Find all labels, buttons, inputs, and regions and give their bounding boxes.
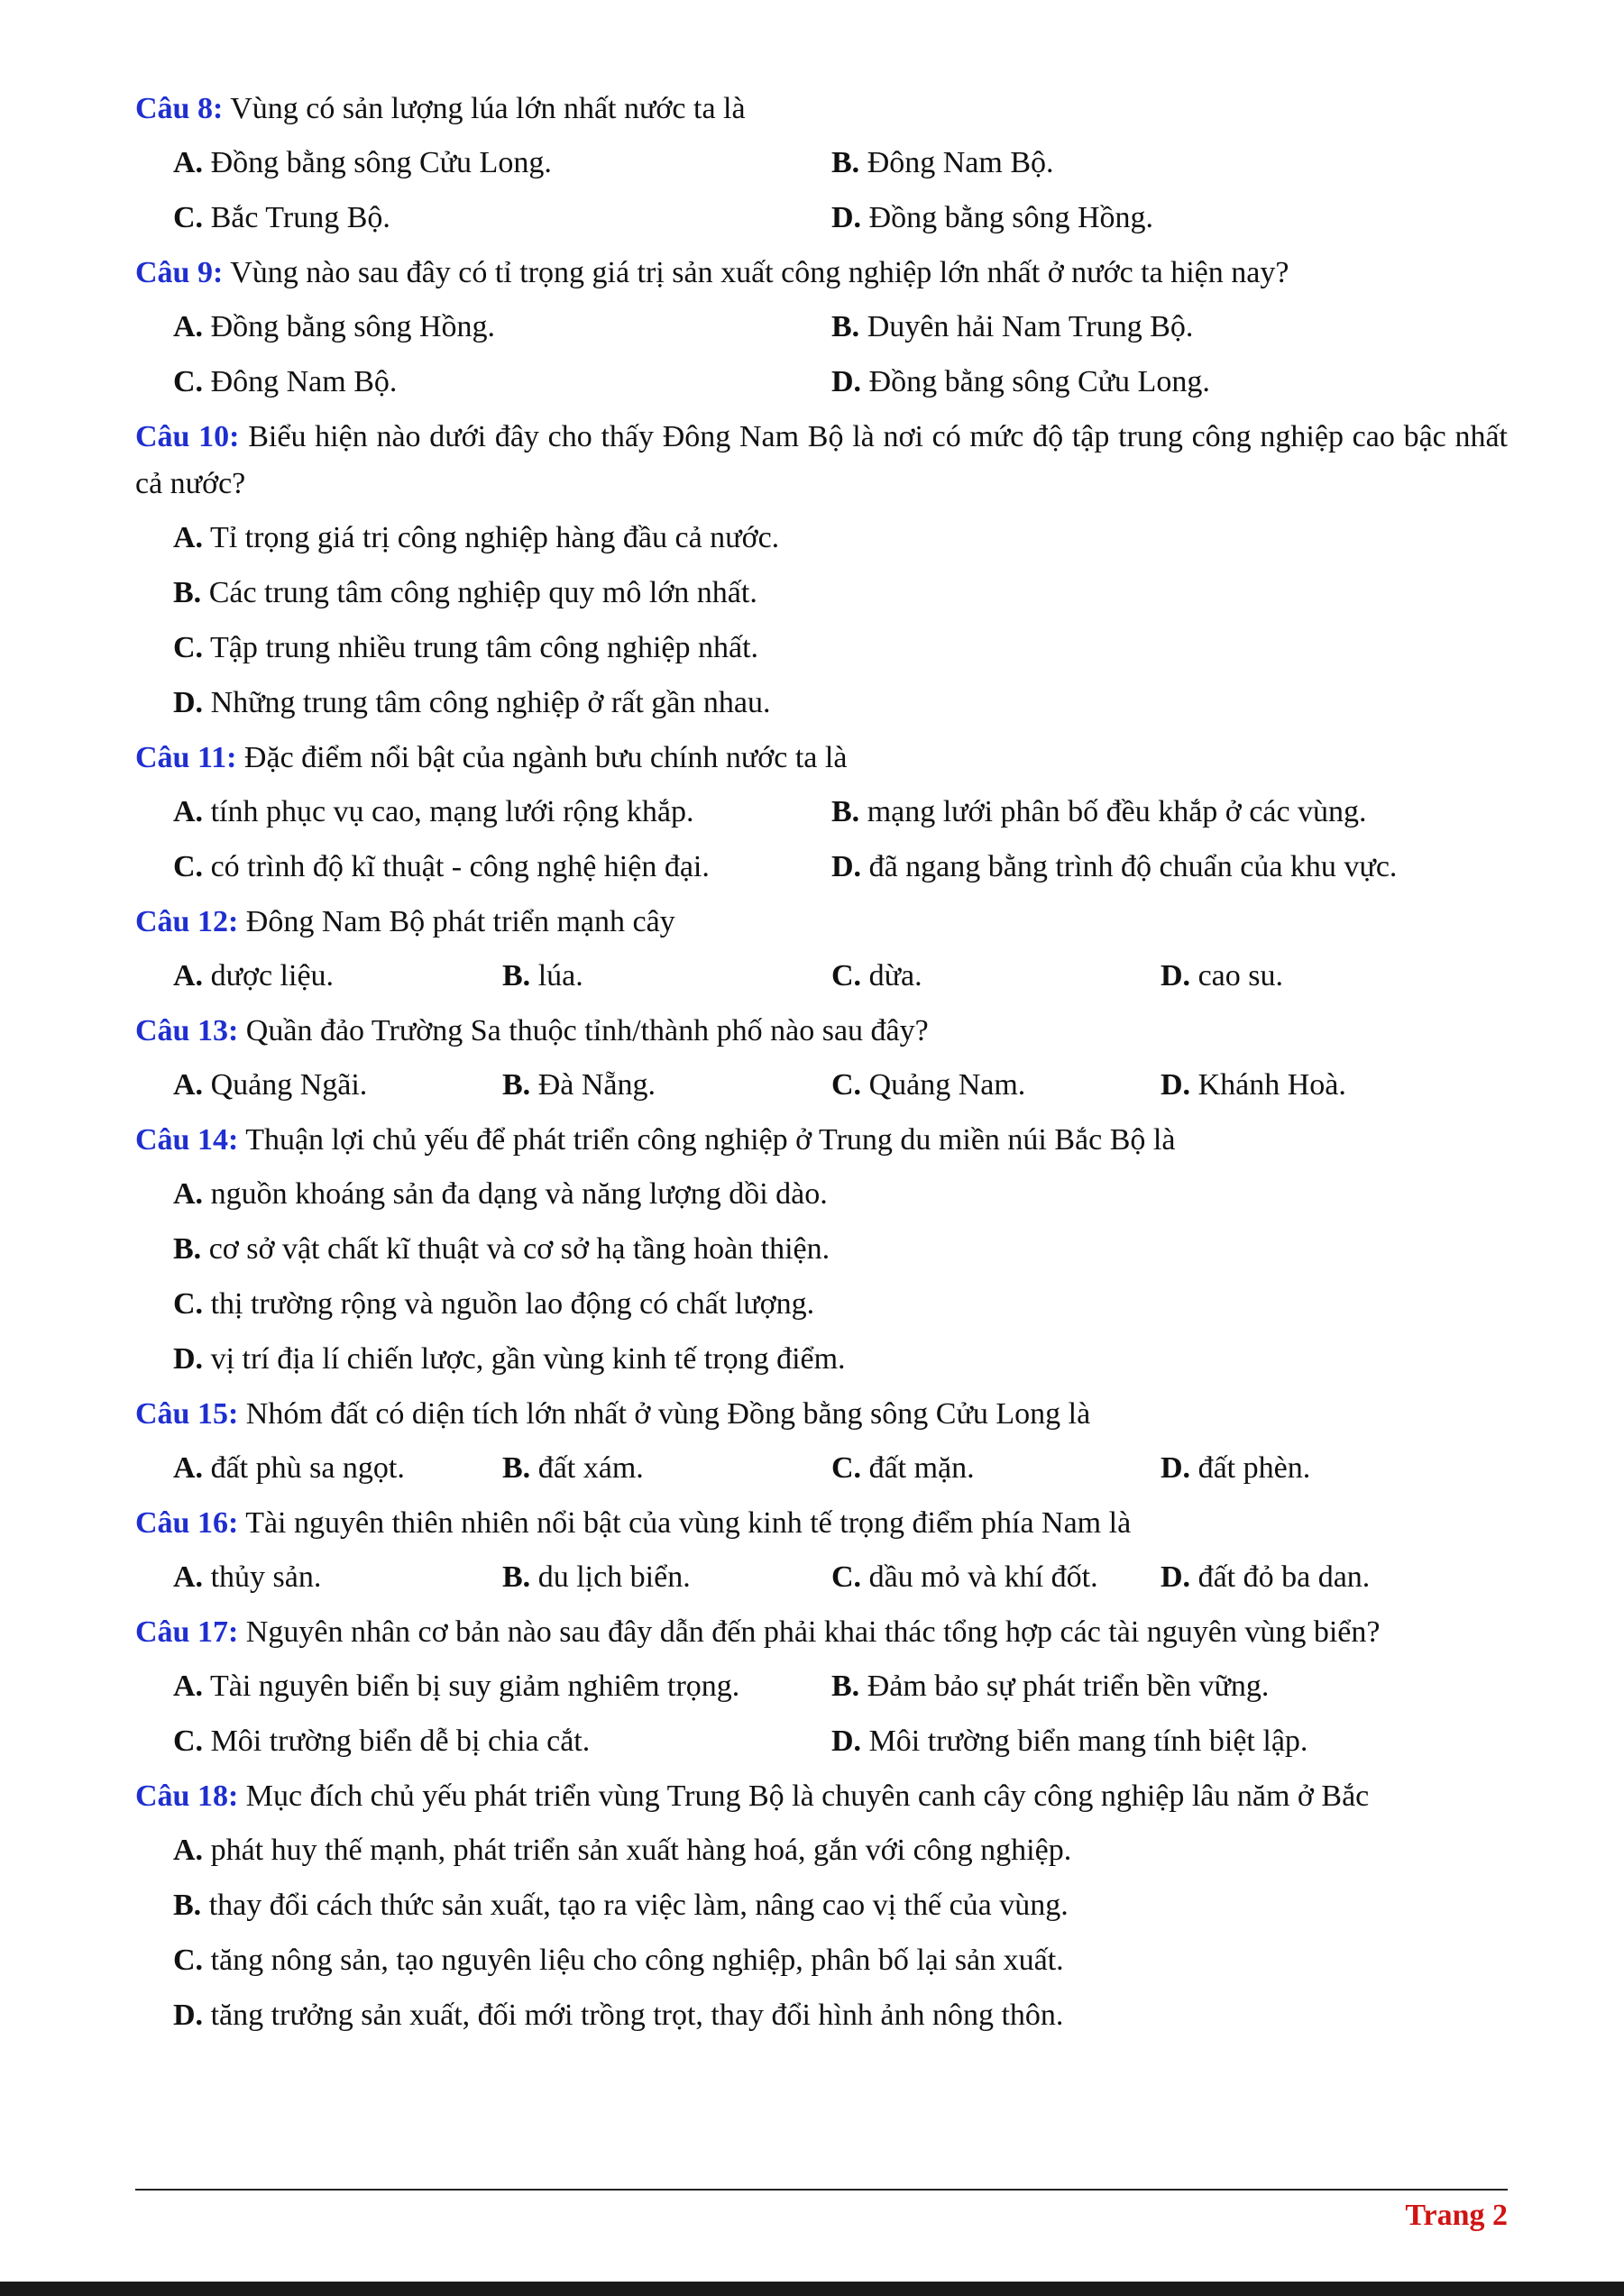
option-text: Môi trường biển dễ bị chia cắt. (210, 1724, 591, 1758)
answer-row (173, 304, 1508, 351)
answer-options (135, 789, 1508, 891)
answer-options (135, 140, 1508, 242)
option-text: đất đỏ ba dan. (1197, 1560, 1371, 1594)
answer-option (173, 1937, 1508, 1984)
answer-option (502, 1062, 831, 1109)
option-text: Duyên hải Nam Trung Bộ. (867, 310, 1194, 343)
option-letter: A. (173, 310, 204, 343)
answer-option (173, 1226, 1508, 1273)
answer-row (173, 844, 1508, 891)
answer-row (173, 1226, 1508, 1273)
option-text: có trình độ kĩ thuật - công nghệ hiện đại. (210, 850, 710, 883)
option-text: Tập trung nhiều trung tâm công nghiệp nhất. (209, 631, 759, 664)
answer-row (173, 1992, 1508, 2039)
question-number: Câu 16: (135, 1506, 239, 1540)
option-letter: B. (173, 1889, 202, 1922)
question-number: Câu 9: (135, 256, 224, 289)
answer-row (173, 1281, 1508, 1328)
question-block (135, 1609, 1508, 1765)
option-text: Đảm bảo sự phát triển bền vững. (867, 1669, 1270, 1703)
answer-row (173, 680, 1508, 727)
answer-option (1161, 1554, 1490, 1601)
option-letter: A. (173, 795, 204, 828)
option-letter: D. (173, 1342, 204, 1376)
question-block (135, 1391, 1508, 1492)
question-stem (135, 86, 1508, 133)
question-stem (135, 1773, 1508, 1820)
answer-option (173, 680, 1508, 727)
answer-option (173, 1663, 831, 1710)
option-text: Quảng Ngãi. (210, 1068, 368, 1102)
option-text: Đà Nẵng. (537, 1068, 656, 1102)
option-letter: D. (173, 1999, 204, 2032)
answer-row (173, 1882, 1508, 1929)
option-text: mạng lưới phân bố đều khắp ở các vùng. (867, 795, 1367, 828)
option-letter: D. (173, 686, 204, 719)
option-text: thủy sản. (210, 1560, 322, 1594)
option-letter: D. (1161, 1451, 1191, 1485)
answer-row (173, 789, 1508, 836)
question-block (135, 414, 1508, 727)
answer-options (135, 1827, 1508, 2039)
option-letter: C. (173, 631, 204, 664)
answer-option (173, 359, 831, 406)
question-stem (135, 1117, 1508, 1164)
option-letter: C. (831, 1068, 862, 1102)
question-stem (135, 414, 1508, 508)
answer-option (173, 1281, 1508, 1328)
answer-option (1161, 1062, 1490, 1109)
question-stem (135, 1391, 1508, 1438)
answer-option (173, 789, 831, 836)
option-text: cơ sở vật chất kĩ thuật và cơ sở hạ tầng hoàn thiện. (208, 1232, 830, 1266)
option-text: đã ngang bằng trình độ chuẩn của khu vực. (868, 850, 1398, 883)
option-letter: A. (173, 1177, 204, 1211)
option-text: Đông Nam Bộ. (210, 365, 398, 398)
answer-options (135, 515, 1508, 727)
answer-option (1161, 953, 1490, 1000)
answer-option (502, 953, 831, 1000)
answer-option (173, 1445, 502, 1492)
option-text: lúa. (537, 959, 583, 992)
option-letter: C. (173, 1724, 204, 1758)
answer-option (173, 625, 1508, 672)
question-number: Câu 8: (135, 92, 224, 125)
question-stem (135, 899, 1508, 946)
option-text: Bắc Trung Bộ. (210, 201, 390, 234)
answer-option (173, 1336, 1508, 1383)
answer-options (135, 1554, 1508, 1601)
option-letter: B. (831, 146, 860, 179)
answer-option (173, 1882, 1508, 1929)
answer-option (173, 570, 1508, 617)
option-text: du lịch biển. (537, 1560, 691, 1594)
answer-option (173, 140, 831, 187)
answer-row (173, 515, 1508, 562)
question-block (135, 1117, 1508, 1383)
option-letter: B. (502, 1451, 531, 1485)
answer-row (173, 1554, 1508, 1601)
question-number: Câu 11: (135, 741, 237, 774)
option-letter: D. (1161, 1068, 1191, 1102)
answer-row (173, 140, 1508, 187)
question-text: Thuận lợi chủ yếu để phát triển công nghiệp ở Trung du miền núi Bắc Bộ là (245, 1123, 1176, 1157)
answer-option (831, 1663, 1490, 1710)
option-letter: B. (173, 1232, 202, 1266)
option-text: Đồng bằng sông Cửu Long. (210, 146, 552, 179)
answer-row (173, 953, 1508, 1000)
answer-row (173, 1937, 1508, 1984)
question-block (135, 899, 1508, 1000)
option-text: đất phèn. (1197, 1451, 1311, 1485)
answer-option (173, 844, 831, 891)
option-letter: A. (173, 521, 204, 554)
question-block (135, 86, 1508, 242)
answer-option (173, 1718, 831, 1765)
question-text: Vùng nào sau đây có tỉ trọng giá trị sản xuất công nghiệp lớn nhất ở nước ta hiện nay? (230, 256, 1289, 289)
answer-option (831, 359, 1490, 406)
question-text: Nguyên nhân cơ bản nào sau đây dẫn đến phải khai thác tổng hợp các tài nguyên vùng biển? (245, 1615, 1381, 1649)
option-text: Các trung tâm công nghiệp quy mô lớn nhất. (208, 576, 757, 609)
question-block (135, 735, 1508, 891)
question-block (135, 1500, 1508, 1601)
option-letter: C. (831, 1451, 862, 1485)
question-block (135, 250, 1508, 406)
answer-option (173, 953, 502, 1000)
question-number: Câu 15: (135, 1397, 239, 1431)
option-letter: C. (831, 959, 862, 992)
answer-options (135, 953, 1508, 1000)
option-text: cao su. (1197, 959, 1283, 992)
option-text: tính phục vụ cao, mạng lưới rộng khắp. (210, 795, 694, 828)
question-stem (135, 250, 1508, 297)
answer-row (173, 1171, 1508, 1218)
footer-divider (135, 2189, 1508, 2191)
answer-option (173, 1062, 502, 1109)
option-text: Đông Nam Bộ. (867, 146, 1054, 179)
answer-options (135, 1663, 1508, 1765)
option-letter: D. (831, 850, 862, 883)
option-text: phát huy thế mạnh, phát triển sản xuất hàng hoá, gắn với công nghiệp. (210, 1834, 1072, 1867)
option-letter: B. (502, 1560, 531, 1594)
option-text: Đồng bằng sông Hồng. (868, 201, 1153, 234)
question-number: Câu 12: (135, 905, 239, 938)
question-text: Biểu hiện nào dưới đây cho thấy Đông Nam Bộ là nơi có mức độ tập trung công nghiệp cao bậc nhất cả nước? (135, 420, 1509, 500)
question-text: Đặc điểm nổi bật của ngành bưu chính nước ta là (243, 741, 848, 774)
question-number: Câu 10: (135, 420, 240, 453)
question-stem (135, 1500, 1508, 1547)
option-letter: C. (831, 1560, 862, 1594)
option-letter: A. (173, 146, 204, 179)
answer-option (1161, 1445, 1490, 1492)
option-text: thị trường rộng và nguồn lao động có chất lượng. (210, 1287, 815, 1321)
question-number: Câu 14: (135, 1123, 239, 1157)
option-text: Đồng bằng sông Cửu Long. (868, 365, 1210, 398)
answer-option (831, 1445, 1161, 1492)
answer-option (173, 1827, 1508, 1874)
answer-option (831, 789, 1490, 836)
option-text: Tỉ trọng giá trị công nghiệp hàng đầu cả nước. (209, 521, 780, 554)
answer-option (831, 1062, 1161, 1109)
option-letter: D. (831, 365, 862, 398)
answer-option (173, 304, 831, 351)
question-text: Nhóm đất có diện tích lớn nhất ở vùng Đồng bằng sông Cửu Long là (245, 1397, 1091, 1431)
answer-row (173, 1827, 1508, 1874)
option-letter: A. (173, 1068, 204, 1102)
option-letter: D. (1161, 1560, 1191, 1594)
question-stem (135, 735, 1508, 782)
answer-option (831, 844, 1490, 891)
option-letter: C. (173, 1287, 204, 1321)
answer-row (173, 570, 1508, 617)
option-text: Quảng Nam. (868, 1068, 1026, 1102)
answer-option (831, 1554, 1161, 1601)
answer-option (831, 1718, 1490, 1765)
answer-row (173, 1663, 1508, 1710)
option-text: tăng trưởng sản xuất, đối mới trồng trọt, thay đổi hình ảnh nông thôn. (210, 1999, 1064, 2032)
option-letter: A. (173, 1451, 204, 1485)
option-text: Những trung tâm công nghiệp ở rất gần nhau. (210, 686, 771, 719)
question-stem (135, 1008, 1508, 1055)
answer-option (502, 1554, 831, 1601)
option-text: Môi trường biển mang tính biệt lập. (868, 1724, 1308, 1758)
option-letter: D. (831, 201, 862, 234)
option-letter: A. (173, 959, 204, 992)
option-letter: A. (173, 1669, 204, 1703)
answer-option (831, 195, 1490, 242)
option-letter: C. (173, 1944, 204, 1977)
option-letter: C. (173, 201, 204, 234)
answer-row (173, 625, 1508, 672)
answer-option (173, 1171, 1508, 1218)
bottom-edge-bar (0, 2282, 1624, 2296)
question-text: Vùng có sản lượng lúa lớn nhất nước ta là (230, 92, 746, 125)
option-letter: D. (1161, 959, 1191, 992)
option-text: dừa. (868, 959, 922, 992)
question-block (135, 1773, 1508, 2039)
answer-row (173, 1445, 1508, 1492)
option-letter: B. (173, 576, 202, 609)
option-letter: B. (502, 1068, 531, 1102)
option-letter: C. (173, 850, 204, 883)
answer-row (173, 1718, 1508, 1765)
answer-option (173, 515, 1508, 562)
question-text: Quần đảo Trường Sa thuộc tỉnh/thành phố nào sau đây? (245, 1014, 929, 1047)
option-letter: B. (502, 959, 531, 992)
question-number: Câu 13: (135, 1014, 239, 1047)
option-letter: B. (831, 795, 860, 828)
option-text: Tài nguyên biển bị suy giảm nghiêm trọng. (209, 1669, 740, 1703)
question-number: Câu 17: (135, 1615, 239, 1649)
answer-options (135, 1062, 1508, 1109)
option-letter: A. (173, 1560, 204, 1594)
question-number: Câu 18: (135, 1779, 239, 1813)
answer-option (173, 195, 831, 242)
option-text: đất phù sa ngọt. (210, 1451, 405, 1485)
answer-option (173, 1992, 1508, 2039)
option-letter: B. (831, 310, 860, 343)
option-text: dầu mỏ và khí đốt. (868, 1560, 1098, 1594)
answer-row (173, 1062, 1508, 1109)
answer-options (135, 304, 1508, 406)
answer-option (173, 1554, 502, 1601)
option-text: Đồng bằng sông Hồng. (210, 310, 495, 343)
page-number: Trang 2 (1405, 2199, 1508, 2232)
option-text: thay đổi cách thức sản xuất, tạo ra việc làm, nâng cao vị thế của vùng. (208, 1889, 1069, 1922)
answer-row (173, 359, 1508, 406)
question-list (135, 86, 1508, 2047)
question-text: Đông Nam Bộ phát triển mạnh cây (245, 905, 675, 938)
answer-option (831, 304, 1490, 351)
answer-option (831, 953, 1161, 1000)
answer-option (502, 1445, 831, 1492)
answer-row (173, 1336, 1508, 1383)
answer-row (173, 195, 1508, 242)
question-text: Tài nguyên thiên nhiên nổi bật của vùng kinh tế trọng điểm phía Nam là (245, 1506, 1132, 1540)
option-text: vị trí địa lí chiến lược, gần vùng kinh tế trọng điểm. (210, 1342, 846, 1376)
option-text: đất xám. (537, 1451, 644, 1485)
question-stem (135, 1609, 1508, 1656)
option-text: Khánh Hoà. (1197, 1068, 1346, 1102)
answer-option (831, 140, 1490, 187)
answer-options (135, 1171, 1508, 1383)
option-letter: B. (831, 1669, 860, 1703)
option-text: tăng nông sản, tạo nguyên liệu cho công nghiệp, phân bố lại sản xuất. (210, 1944, 1064, 1977)
option-letter: D. (831, 1724, 862, 1758)
question-text: Mục đích chủ yếu phát triển vùng Trung Bộ là chuyên canh cây công nghiệp lâu năm ở Bắc (245, 1779, 1370, 1813)
option-text: dược liệu. (210, 959, 335, 992)
option-text: đất mặn. (868, 1451, 975, 1485)
option-letter: A. (173, 1834, 204, 1867)
option-text: nguồn khoáng sản đa dạng và năng lượng dồi dào. (210, 1177, 828, 1211)
option-letter: C. (173, 365, 204, 398)
question-block (135, 1008, 1508, 1109)
answer-options (135, 1445, 1508, 1492)
